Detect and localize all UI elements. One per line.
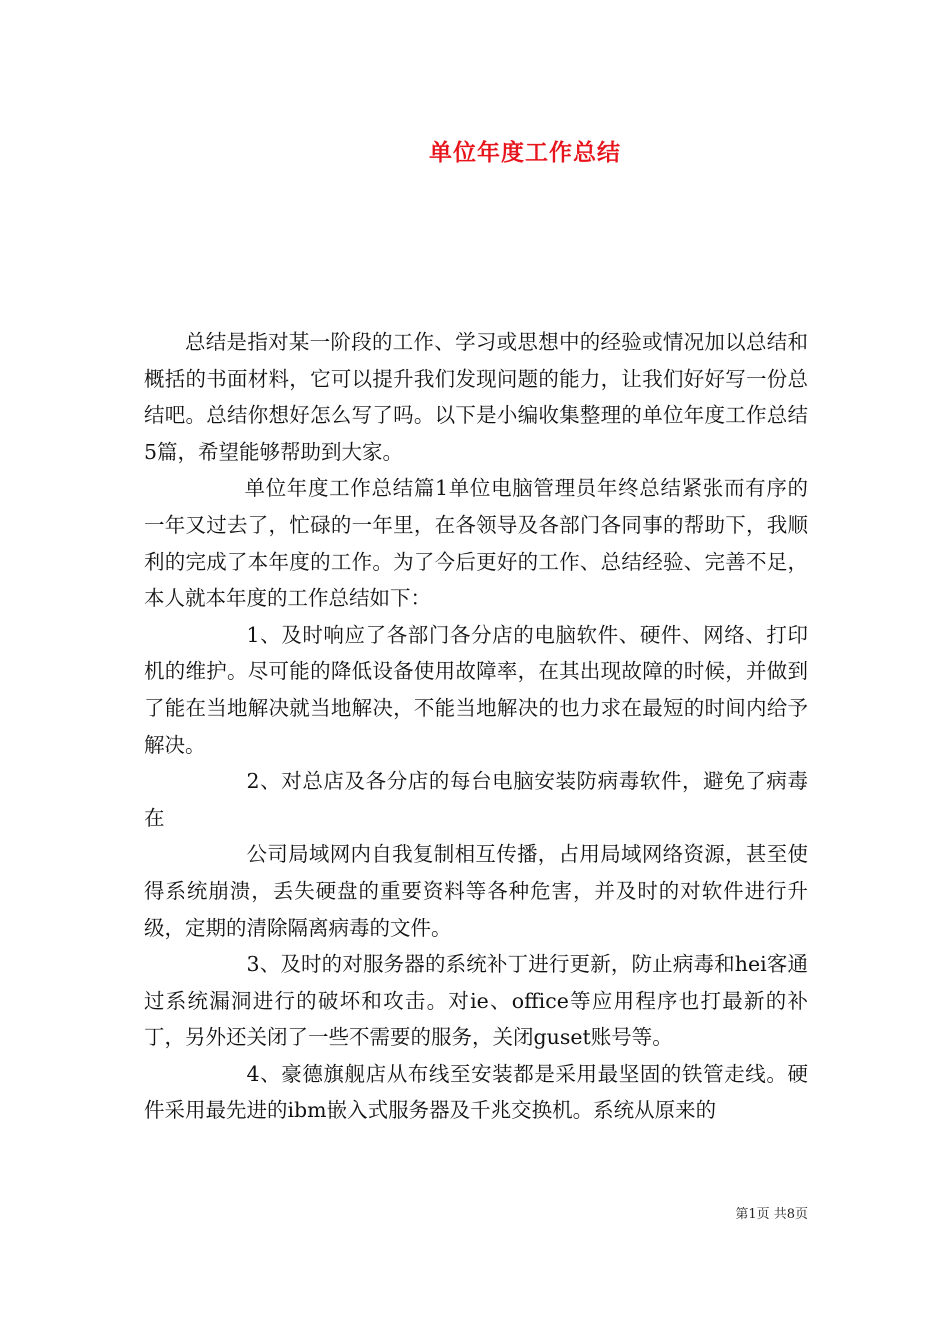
paragraph-item-1: 1、及时响应了各部门各分店的电脑软件、硬件、网络、打印机的维护。尽可能的降低设备使用故障率，在其出现故障的时候，并做到了能在当地解决就当地解决，不能当地解决的也力求在最短的时间内给予解决。 <box>144 622 808 757</box>
document-body <box>144 324 808 1129</box>
document-title: 单位年度工作总结 <box>429 140 621 166</box>
paragraph-item-2-continued: 公司局域网内自我复制相互传播，占用局域网络资源，甚至使得系统崩溃，丢失硬盘的重要资料等各种危害，并及时的对软件进行升级，定期的清除隔离病毒的文件。 <box>144 842 808 940</box>
page-number-footer: 第1页 共8页 <box>735 1207 808 1222</box>
paragraph-item-3: 3、及时的对服务器的系统补丁进行更新，防止病毒和hei客通过系统漏洞进行的破坏和攻击。对ie、office等应用程序也打最新的补丁，另外还关闭了一些不需要的服务，关闭guset账号等。 <box>144 952 808 1050</box>
paragraph-item-4: 4、豪德旗舰店从布线至安装都是采用最坚固的铁管走线。硬件采用最先进的ibm嵌入式服务器及千兆交换机。系统从原来的 <box>144 1061 808 1123</box>
paragraph-item-2: 2、对总店及各分店的每台电脑安装防病毒软件，避免了病毒在 <box>144 769 808 830</box>
paragraph-intro: 总结是指对某一阶段的工作、学习或思想中的经验或情况加以总结和概括的书面材料，它可以提升我们发现问题的能力，让我们好好写一份总结吧。总结你想好怎么写了吗。以下是小编收集整理的单位年度工作总结5篇，希望能够帮助到大家。 <box>144 330 808 464</box>
paragraph-section-1: 单位年度工作总结篇1单位电脑管理员年终总结紧张而有序的一年又过去了，忙碌的一年里，在各领导及各部门各同事的帮助下，我顺利的完成了本年度的工作。为了今后更好的工作、总结经验、完善不足，本人就本年度的工作总结如下： <box>144 476 808 611</box>
